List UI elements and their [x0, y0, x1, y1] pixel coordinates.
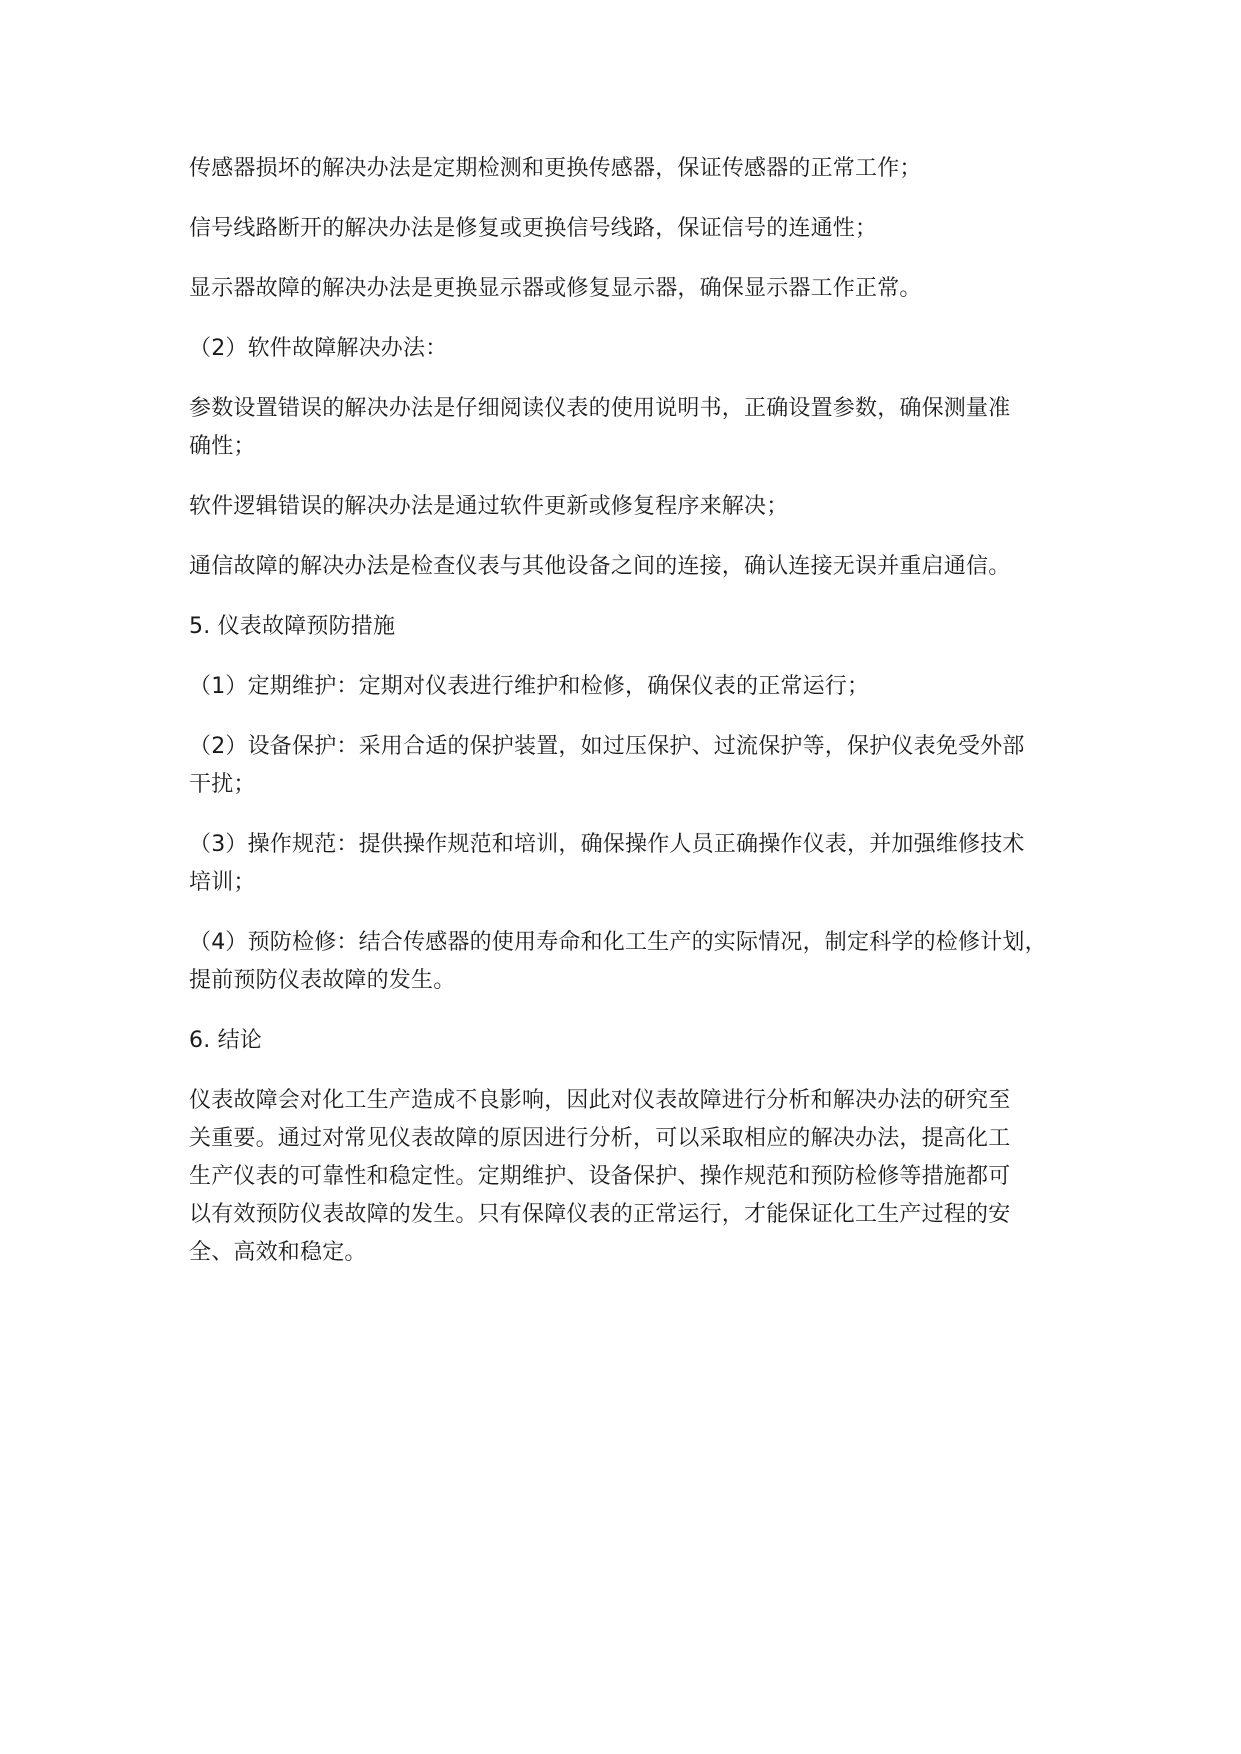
- text-line: 参数设置错误的解决办法是仔细阅读仪表的使用说明书，正确设置参数，确保测量准: [189, 396, 1011, 421]
- text-line: 干扰；: [189, 772, 256, 797]
- paragraph-display-fault: [189, 270, 1079, 308]
- section-heading-conclusion: [189, 1022, 1079, 1060]
- text-line: 5. 仪表故障预防措施: [189, 614, 396, 639]
- document-body: [189, 150, 1079, 1294]
- text-line: 培训；: [189, 870, 256, 895]
- text-line: 软件逻辑错误的解决办法是通过软件更新或修复程序来解决；: [189, 494, 789, 519]
- text-line: 6. 结论: [189, 1028, 262, 1053]
- paragraph-signal-line: [189, 210, 1079, 248]
- text-line: 确性；: [189, 434, 256, 459]
- text-line: 生产仪表的可靠性和稳定性。定期维护、设备保护、操作规范和预防检修等措施都可: [189, 1164, 1011, 1189]
- subheading-software-fault: [189, 330, 1079, 368]
- text-line: （1）定期维护：定期对仪表进行维护和检修，确保仪表的正常运行；: [189, 674, 870, 699]
- text-line: （2）软件故障解决办法：: [189, 336, 448, 361]
- paragraph-preventive-inspection: [189, 924, 1079, 1000]
- paragraph-logic-error: [189, 488, 1079, 526]
- paragraph-regular-maintenance: [189, 668, 1079, 706]
- text-line: 仪表故障会对化工生产造成不良影响，因此对仪表故障进行分析和解决办法的研究至: [189, 1088, 1011, 1113]
- paragraph-communication-fault: [189, 548, 1079, 586]
- section-heading-prevention: [189, 608, 1079, 646]
- text-line: 通信故障的解决办法是检查仪表与其他设备之间的连接，确认连接无误并重启通信。: [189, 554, 1011, 579]
- text-line: 关重要。通过对常见仪表故障的原因进行分析，可以采取相应的解决办法，提高化工: [189, 1126, 1011, 1151]
- paragraph-operating-standards: [189, 826, 1079, 902]
- paragraph-conclusion: [189, 1082, 1079, 1272]
- text-line: 全、高效和稳定。: [189, 1240, 367, 1265]
- paragraph-parameter-error: [189, 390, 1079, 466]
- text-line: （2）设备保护：采用合适的保护装置，如过压保护、过流保护等，保护仪表免受外部: [189, 734, 1025, 759]
- text-line: （4）预防检修：结合传感器的使用寿命和化工生产的实际情况，制定科学的检修计划，: [189, 930, 1047, 955]
- text-line: 信号线路断开的解决办法是修复或更换信号线路，保证信号的连通性；: [189, 216, 878, 241]
- text-line: 以有效预防仪表故障的发生。只有保障仪表的正常运行，才能保证化工生产过程的安: [189, 1202, 1011, 1227]
- text-line: 显示器故障的解决办法是更换显示器或修复显示器，确保显示器工作正常。: [189, 276, 922, 301]
- text-line: 传感器损坏的解决办法是定期检测和更换传感器，保证传感器的正常工作；: [189, 156, 922, 181]
- text-line: 提前预防仪表故障的发生。: [189, 968, 456, 993]
- paragraph-equipment-protection: [189, 728, 1079, 804]
- paragraph-sensor-damage: [189, 150, 1079, 188]
- text-line: （3）操作规范：提供操作规范和培训，确保操作人员正确操作仪表，并加强维修技术: [189, 832, 1025, 857]
